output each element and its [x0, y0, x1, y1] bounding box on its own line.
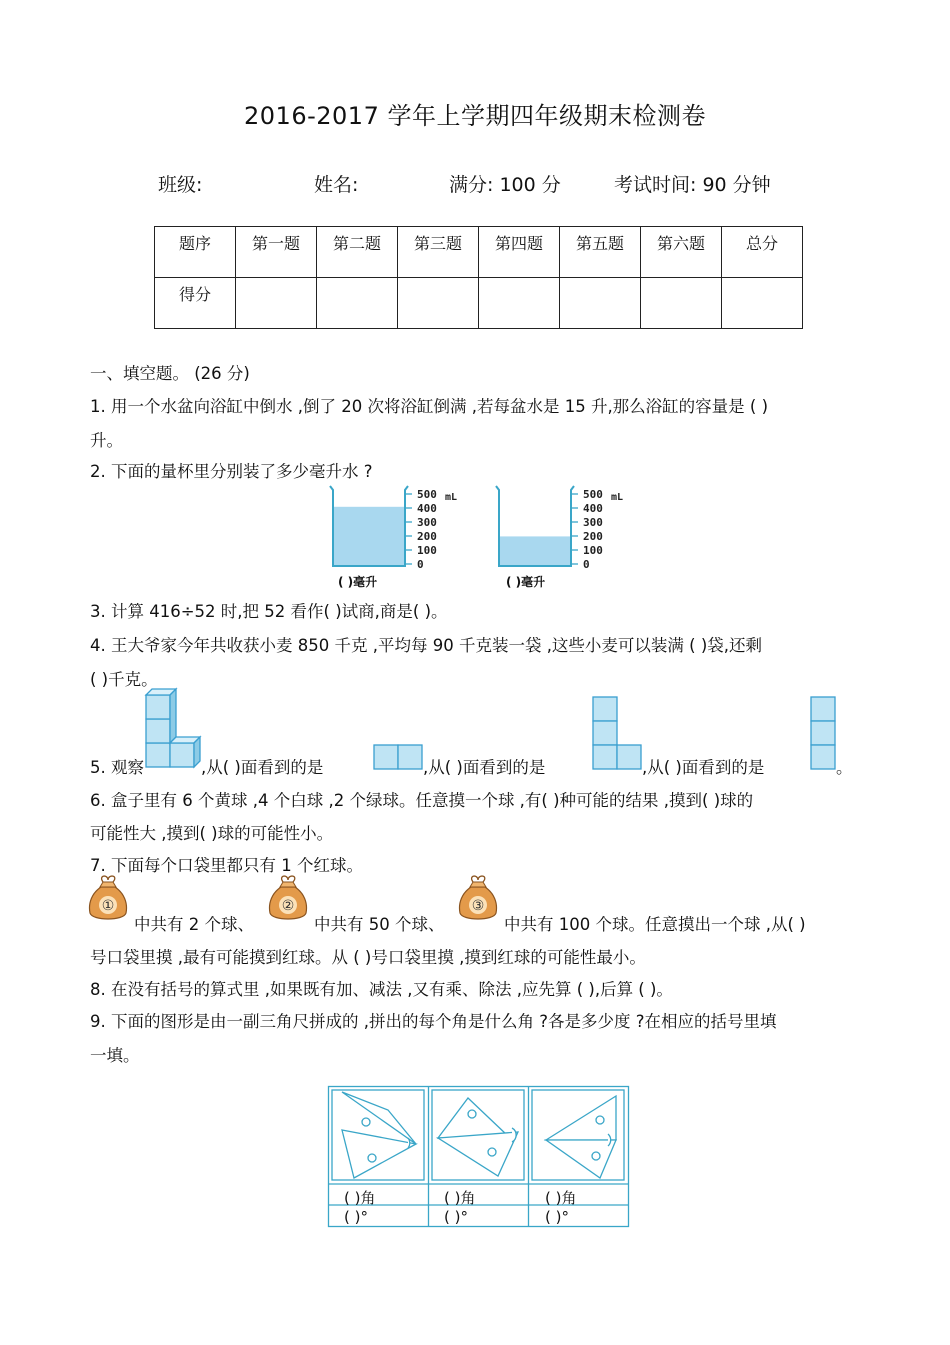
bag-1-text: 中共有 2 个球、 [134, 915, 254, 934]
beaker-tick-label: 200 [417, 530, 437, 543]
view-figure-2 [592, 696, 642, 770]
question-7: 7. 下面每个口袋里都只有 1 个红球。 [90, 856, 363, 875]
view-figure-1 [373, 744, 423, 770]
score-row-label: 得分 [155, 278, 236, 329]
angle-kind-3: ( )角 [545, 1189, 577, 1207]
score-header: 第二题 [317, 227, 398, 278]
question-5-end: 。 [836, 758, 853, 777]
question-1-cont: 升。 [90, 431, 123, 450]
question-6-cont: 可能性大 ,摸到( )球的可能性小。 [90, 824, 334, 843]
beaker-2-caption: ( )毫升 [506, 575, 546, 589]
question-9-cont: 一填。 [90, 1046, 140, 1065]
beaker-tick-label: 200 [583, 530, 603, 543]
beaker-tick-label: 400 [417, 502, 437, 515]
score-header: 第一题 [236, 227, 317, 278]
beaker-tick-label: 500 [583, 488, 603, 501]
section-heading: 一、填空题。 (26 分) [90, 364, 250, 383]
question-5-start: 5. 观察 [90, 758, 144, 777]
beaker-unit: mL [445, 492, 458, 503]
beaker-1-caption: ( )毫升 [338, 575, 378, 589]
angle-degree-2: ( )° [444, 1208, 468, 1226]
bag-number: ② [281, 898, 295, 914]
exam-time: 考试时间: 90 分钟 [614, 174, 771, 196]
question-7-cont: 号口袋里摸 ,最有可能摸到红球。从 ( )号口袋里摸 ,摸到红球的可能性最小。 [90, 948, 646, 967]
question-4: 4. 王大爷家今年共收获小麦 850 千克 ,平均每 90 千克装一袋 ,这些小麦可以装满 ( )袋,还剩 [90, 636, 763, 655]
score-header: 总分 [722, 227, 803, 278]
bag-number: ① [101, 898, 115, 914]
beaker-tick-label: 0 [417, 558, 424, 571]
beaker-tick-label: 0 [583, 558, 590, 571]
bag-1-icon [86, 873, 130, 923]
question-4-cont: ( )千克。 [90, 670, 158, 689]
water-fill [499, 536, 571, 566]
question-6: 6. 盒子里有 6 个黄球 ,4 个白球 ,2 个绿球。任意摸一个球 ,有( )种可能的结果 ,摸到( )球的 [90, 791, 754, 810]
question-5-part1: ,从( )面看到的是 [201, 758, 324, 777]
bag-3-text: 中共有 100 个球。任意摸出一个球 ,从( ) [504, 915, 806, 934]
angle-kind-1: ( )角 [344, 1189, 376, 1207]
bag-3-icon [456, 873, 500, 923]
bag-number: ③ [471, 898, 485, 914]
question-5-part2: ,从( )面看到的是 [423, 758, 546, 777]
angle-degree-1: ( )° [344, 1208, 368, 1226]
question-8: 8. 在没有括号的算式里 ,如果既有加、减法 ,又有乘、除法 ,应先算 ( ),后算 ( )。 [90, 980, 673, 999]
beaker-tick-label: 300 [583, 516, 603, 529]
question-2: 2. 下面的量杯里分别装了多少毫升水 ? [90, 462, 373, 481]
score-header: 第四题 [479, 227, 560, 278]
beaker-tick-label: 400 [583, 502, 603, 515]
score-header: 第六题 [641, 227, 722, 278]
angle-kind-2: ( )角 [444, 1189, 476, 1207]
question-5-part3: ,从( )面看到的是 [642, 758, 765, 777]
full-score: 满分: 100 分 [449, 174, 561, 196]
score-header: 第五题 [560, 227, 641, 278]
bag-2-text: 中共有 50 个球、 [314, 915, 445, 934]
beaker-tick-label: 100 [417, 544, 437, 557]
score-header: 第三题 [398, 227, 479, 278]
beaker-tick-label: 100 [583, 544, 603, 557]
score-header: 题序 [155, 227, 236, 278]
bag-2-icon [266, 873, 310, 923]
beaker-unit: mL [611, 492, 624, 503]
question-9: 9. 下面的图形是由一副三角尺拼成的 ,拼出的每个角是什么角 ?各是多少度 ?在相应的括号里填 [90, 1012, 777, 1031]
class-label: 班级: [158, 174, 203, 196]
question-3: 3. 计算 416÷52 时,把 52 看作( )试商,商是( )。 [90, 602, 448, 621]
name-label: 姓名: [314, 174, 359, 196]
page-title: 2016-2017 学年上学期四年级期末检测卷 [244, 102, 706, 130]
view-figure-3 [810, 696, 836, 770]
beaker-tick-label: 500 [417, 488, 437, 501]
beaker-tick-label: 300 [417, 516, 437, 529]
water-fill [333, 507, 405, 566]
angle-degree-3: ( )° [545, 1208, 569, 1226]
question-1: 1. 用一个水盆向浴缸中倒水 ,倒了 20 次将浴缸倒满 ,若每盆水是 15 升,那么浴缸的容量是 ( ) [90, 397, 769, 416]
cube-stack-figure [145, 688, 205, 770]
